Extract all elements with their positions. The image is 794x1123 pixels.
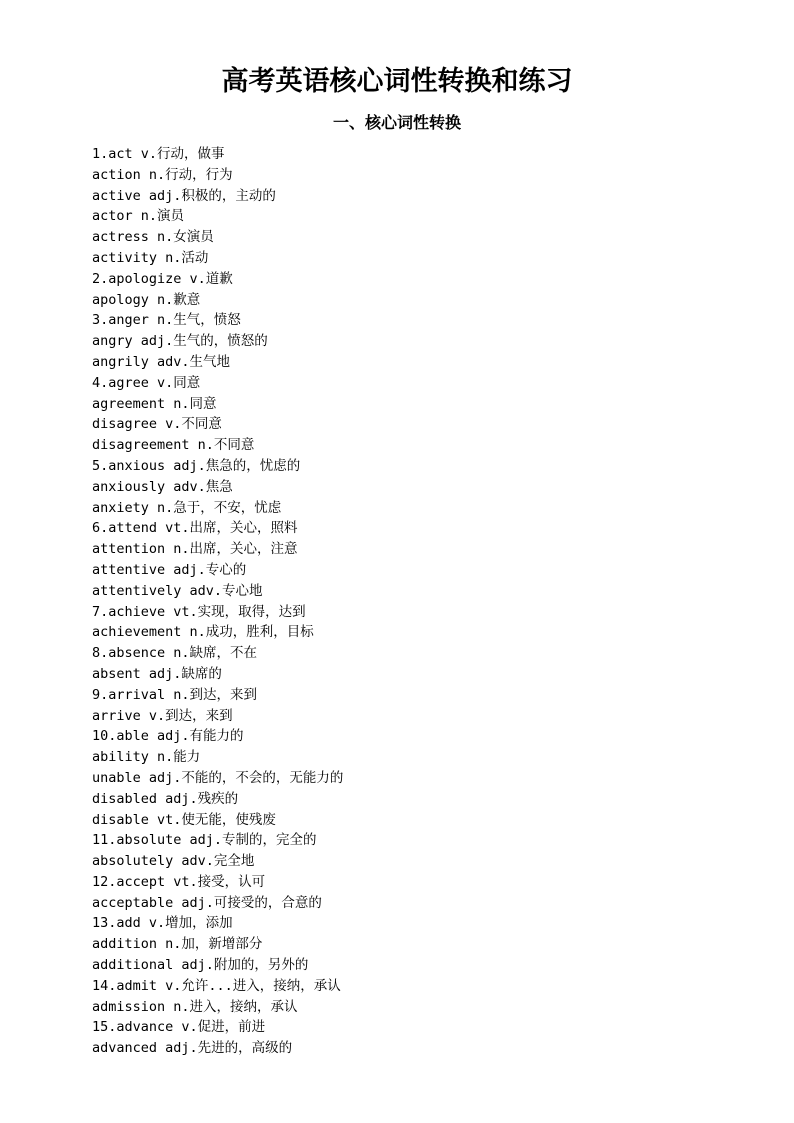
vocabulary-entry: advanced adj.先进的，高级的 [92, 1040, 293, 1057]
vocabulary-entry: 14.admit v.允许...进入，接纳，承认 [92, 977, 341, 994]
vocabulary-entry: disabled adj.残疾的 [92, 790, 239, 807]
vocabulary-entry: anxiously adv.焦急 [92, 478, 233, 495]
vocabulary-entry: 10.able adj.有能力的 [92, 728, 244, 745]
vocabulary-entry: 7.achieve vt.实现，取得，达到 [92, 603, 306, 620]
vocabulary-entry: agreement n.同意 [92, 395, 217, 412]
vocabulary-entry: 15.advance v.促进，前进 [92, 1019, 266, 1036]
vocabulary-entry: attentive adj.专心的 [92, 561, 247, 578]
vocabulary-entry: active adj.积极的，主动的 [92, 187, 276, 204]
vocabulary-entry: anxiety n.急于，不安，忧虑 [92, 499, 282, 516]
vocabulary-entry: acceptable adj.可接受的，合意的 [92, 894, 322, 911]
vocabulary-entry: angrily adv.生气地 [92, 353, 231, 370]
vocabulary-entry: action n.行动，行为 [92, 166, 233, 183]
vocabulary-entry: 13.add v.增加，添加 [92, 915, 233, 932]
vocabulary-entry: achievement n.成功，胜利，目标 [92, 624, 314, 641]
vocabulary-entry: ability n.能力 [92, 749, 201, 766]
document-title: 高考英语核心词性转换和练习 [221, 66, 573, 97]
vocabulary-list [92, 144, 732, 1059]
vocabulary-entry: attention n.出席，关心，注意 [92, 541, 298, 558]
vocabulary-entry: addition n.加，新增部分 [92, 936, 263, 953]
vocabulary-entry: attentively adv.专心地 [92, 582, 263, 599]
vocabulary-entry: angry adj.生气的，愤怒的 [92, 333, 268, 350]
vocabulary-entry: 11.absolute adj.专制的，完全的 [92, 832, 317, 849]
vocabulary-entry: actress n.女演员 [92, 229, 214, 246]
section-heading: 一、核心词性转换 [332, 113, 461, 132]
vocabulary-entry: arrive v.到达，来到 [92, 707, 233, 724]
vocabulary-entry: absolutely adv.完全地 [92, 853, 255, 870]
vocabulary-entry: actor n.演员 [92, 208, 185, 225]
vocabulary-entry: 2.apologize v.道歉 [92, 270, 233, 287]
vocabulary-entry: additional adj.附加的，另外的 [92, 957, 309, 974]
vocabulary-entry: 9.arrival n.到达，来到 [92, 686, 258, 703]
vocabulary-entry: disagree v.不同意 [92, 416, 222, 433]
vocabulary-entry: disable vt.使无能，使残废 [92, 811, 276, 828]
vocabulary-entry: absent adj.缺席的 [92, 665, 222, 682]
vocabulary-entry: 8.absence n.缺席，不在 [92, 645, 258, 662]
vocabulary-entry: unable adj.不能的，不会的，无能力的 [92, 769, 344, 786]
vocabulary-entry: 6.attend vt.出席，关心，照料 [92, 520, 298, 537]
vocabulary-entry: 1.act v.行动，做事 [92, 146, 225, 162]
vocabulary-entry: 5.anxious adj.焦急的，忧虑的 [92, 457, 301, 474]
vocabulary-entry: apology n.歉意 [92, 291, 201, 308]
vocabulary-entry: activity n.活动 [92, 249, 209, 266]
vocabulary-entry: 3.anger n.生气，愤怒 [92, 312, 241, 329]
vocabulary-entry: disagreement n.不同意 [92, 437, 255, 454]
vocabulary-entry: admission n.进入，接纳，承认 [92, 998, 298, 1015]
vocabulary-entry: 4.agree v.同意 [92, 374, 201, 391]
vocabulary-entry: 12.accept vt.接受，认可 [92, 873, 266, 890]
